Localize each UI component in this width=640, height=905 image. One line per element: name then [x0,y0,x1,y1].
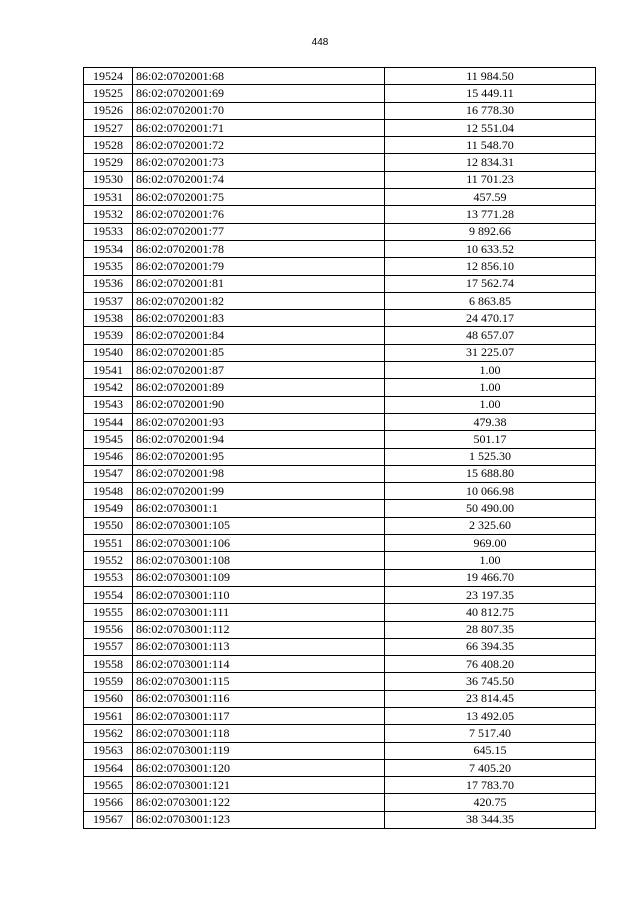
table-row [84,275,596,292]
value-cell: 28 807.35 [385,621,596,638]
value-cell: 48 657.07 [385,327,596,344]
cadastral-number-cell: 86:02:0703001:106 [133,535,385,552]
row-number-cell: 19544 [84,413,133,430]
value-cell: 1.00 [385,379,596,396]
cadastral-number-cell: 86:02:0702001:72 [133,137,385,154]
row-number-cell: 19533 [84,223,133,240]
value-cell: 17 783.70 [385,777,596,794]
table-row [84,794,596,811]
value-cell: 10 633.52 [385,240,596,257]
row-number-cell: 19525 [84,85,133,102]
table-row [84,707,596,724]
value-cell: 12 834.31 [385,154,596,171]
row-number-cell: 19537 [84,292,133,309]
row-number-cell: 19541 [84,362,133,379]
table-row [84,690,596,707]
value-cell: 50 490.00 [385,500,596,517]
cadastral-number-cell: 86:02:0702001:74 [133,171,385,188]
cadastral-number-cell: 86:02:0702001:85 [133,344,385,361]
cadastral-number-cell: 86:02:0702001:70 [133,102,385,119]
table-row [84,604,596,621]
value-cell: 479.38 [385,413,596,430]
table-row [84,189,596,206]
table-row [84,240,596,257]
row-number-cell: 19545 [84,431,133,448]
cadastral-number-cell: 86:02:0702001:90 [133,396,385,413]
table-row [84,673,596,690]
cadastral-number-cell: 86:02:0703001:105 [133,517,385,534]
value-cell: 17 562.74 [385,275,596,292]
row-number-cell: 19561 [84,707,133,724]
value-cell: 13 492.05 [385,707,596,724]
cadastral-number-cell: 86:02:0703001:108 [133,552,385,569]
cadastral-number-cell: 86:02:0702001:82 [133,292,385,309]
table-row [84,517,596,534]
value-cell: 23 197.35 [385,586,596,603]
value-cell: 36 745.50 [385,673,596,690]
row-number-cell: 19562 [84,725,133,742]
value-cell: 66 394.35 [385,638,596,655]
value-cell: 76 408.20 [385,656,596,673]
value-cell: 12 856.10 [385,258,596,275]
row-number-cell: 19558 [84,656,133,673]
cadastral-number-cell: 86:02:0702001:93 [133,413,385,430]
value-cell: 11 701.23 [385,171,596,188]
cadastral-number-cell: 86:02:0702001:71 [133,119,385,136]
row-number-cell: 19566 [84,794,133,811]
table-row [84,413,596,430]
row-number-cell: 19555 [84,604,133,621]
row-number-cell: 19559 [84,673,133,690]
row-number-cell: 19529 [84,154,133,171]
table-row [84,119,596,136]
table-row [84,448,596,465]
value-cell: 1.00 [385,552,596,569]
table-row [84,656,596,673]
row-number-cell: 19542 [84,379,133,396]
table-row [84,85,596,102]
value-cell: 7 517.40 [385,725,596,742]
value-cell: 501.17 [385,431,596,448]
cadastral-number-cell: 86:02:0703001:117 [133,707,385,724]
table-row [84,68,596,85]
value-cell: 19 466.70 [385,569,596,586]
row-number-cell: 19550 [84,517,133,534]
cadastral-number-cell: 86:02:0702001:84 [133,327,385,344]
value-cell: 457.59 [385,189,596,206]
table-row [84,725,596,742]
row-number-cell: 19549 [84,500,133,517]
value-cell: 24 470.17 [385,310,596,327]
table-row [84,569,596,586]
row-number-cell: 19548 [84,483,133,500]
cadastral-number-cell: 86:02:0703001:120 [133,759,385,776]
cadastral-number-cell: 86:02:0702001:83 [133,310,385,327]
cadastral-number-cell: 86:02:0702001:81 [133,275,385,292]
table-row [84,777,596,794]
table-row [84,552,596,569]
cadastral-number-cell: 86:02:0703001:109 [133,569,385,586]
table-row [84,379,596,396]
row-number-cell: 19565 [84,777,133,794]
cadastral-number-cell: 86:02:0702001:79 [133,258,385,275]
value-cell: 40 812.75 [385,604,596,621]
value-cell: 38 344.35 [385,811,596,828]
table-row [84,292,596,309]
value-cell: 15 449.11 [385,85,596,102]
row-number-cell: 19532 [84,206,133,223]
table-row [84,223,596,240]
value-cell: 31 225.07 [385,344,596,361]
row-number-cell: 19538 [84,310,133,327]
value-cell: 16 778.30 [385,102,596,119]
table-row [84,206,596,223]
value-cell: 1 525.30 [385,448,596,465]
value-cell: 6 863.85 [385,292,596,309]
cadastral-number-cell: 86:02:0703001:113 [133,638,385,655]
row-number-cell: 19556 [84,621,133,638]
table-row [84,535,596,552]
table-row [84,344,596,361]
value-cell: 15 688.80 [385,465,596,482]
row-number-cell: 19524 [84,68,133,85]
cadastral-number-cell: 86:02:0702001:73 [133,154,385,171]
cadastral-number-cell: 86:02:0702001:75 [133,189,385,206]
table-row [84,811,596,828]
value-cell: 1.00 [385,362,596,379]
row-number-cell: 19540 [84,344,133,361]
table-row [84,362,596,379]
table-row [84,621,596,638]
cadastral-number-cell: 86:02:0702001:87 [133,362,385,379]
cadastral-number-cell: 86:02:0703001:119 [133,742,385,759]
cadastral-number-cell: 86:02:0702001:95 [133,448,385,465]
value-cell: 13 771.28 [385,206,596,223]
row-number-cell: 19531 [84,189,133,206]
value-cell: 9 892.66 [385,223,596,240]
table-row [84,483,596,500]
row-number-cell: 19527 [84,119,133,136]
row-number-cell: 19552 [84,552,133,569]
value-cell: 645.15 [385,742,596,759]
row-number-cell: 19553 [84,569,133,586]
table-row [84,310,596,327]
table-row [84,759,596,776]
cadastral-number-cell: 86:02:0702001:77 [133,223,385,240]
row-number-cell: 19528 [84,137,133,154]
row-number-cell: 19539 [84,327,133,344]
cadastral-number-cell: 86:02:0703001:115 [133,673,385,690]
cadastral-number-cell: 86:02:0703001:122 [133,794,385,811]
table-row [84,327,596,344]
row-number-cell: 19534 [84,240,133,257]
cadastral-number-cell: 86:02:0703001:118 [133,725,385,742]
value-cell: 1.00 [385,396,596,413]
row-number-cell: 19557 [84,638,133,655]
cadastral-number-cell: 86:02:0703001:1 [133,500,385,517]
table-row [84,171,596,188]
value-cell: 10 066.98 [385,483,596,500]
table-row [84,137,596,154]
row-number-cell: 19535 [84,258,133,275]
table-row [84,396,596,413]
cadastral-number-cell: 86:02:0702001:68 [133,68,385,85]
cadastral-table [83,67,596,829]
table-row [84,258,596,275]
cadastral-number-cell: 86:02:0702001:94 [133,431,385,448]
table-row [84,500,596,517]
row-number-cell: 19546 [84,448,133,465]
table-row [84,586,596,603]
cadastral-number-cell: 86:02:0702001:78 [133,240,385,257]
cadastral-table-body [84,68,596,829]
value-cell: 969.00 [385,535,596,552]
table-row [84,638,596,655]
row-number-cell: 19526 [84,102,133,119]
value-cell: 2 325.60 [385,517,596,534]
cadastral-number-cell: 86:02:0702001:76 [133,206,385,223]
cadastral-number-cell: 86:02:0703001:116 [133,690,385,707]
table-row [84,742,596,759]
value-cell: 420.75 [385,794,596,811]
row-number-cell: 19554 [84,586,133,603]
value-cell: 7 405.20 [385,759,596,776]
cadastral-number-cell: 86:02:0702001:69 [133,85,385,102]
cadastral-number-cell: 86:02:0702001:98 [133,465,385,482]
row-number-cell: 19536 [84,275,133,292]
cadastral-number-cell: 86:02:0702001:89 [133,379,385,396]
cadastral-number-cell: 86:02:0702001:99 [133,483,385,500]
cadastral-number-cell: 86:02:0703001:121 [133,777,385,794]
table-row [84,154,596,171]
cadastral-number-cell: 86:02:0703001:114 [133,656,385,673]
row-number-cell: 19563 [84,742,133,759]
row-number-cell: 19547 [84,465,133,482]
cadastral-number-cell: 86:02:0703001:110 [133,586,385,603]
row-number-cell: 19567 [84,811,133,828]
value-cell: 11 548.70 [385,137,596,154]
row-number-cell: 19543 [84,396,133,413]
value-cell: 11 984.50 [385,68,596,85]
cadastral-number-cell: 86:02:0703001:112 [133,621,385,638]
value-cell: 12 551.04 [385,119,596,136]
cadastral-number-cell: 86:02:0703001:123 [133,811,385,828]
page-number: 448 [311,37,329,48]
row-number-cell: 19530 [84,171,133,188]
row-number-cell: 19560 [84,690,133,707]
cadastral-number-cell: 86:02:0703001:111 [133,604,385,621]
row-number-cell: 19564 [84,759,133,776]
table-row [84,102,596,119]
value-cell: 23 814.45 [385,690,596,707]
table-row [84,431,596,448]
table-row [84,465,596,482]
row-number-cell: 19551 [84,535,133,552]
